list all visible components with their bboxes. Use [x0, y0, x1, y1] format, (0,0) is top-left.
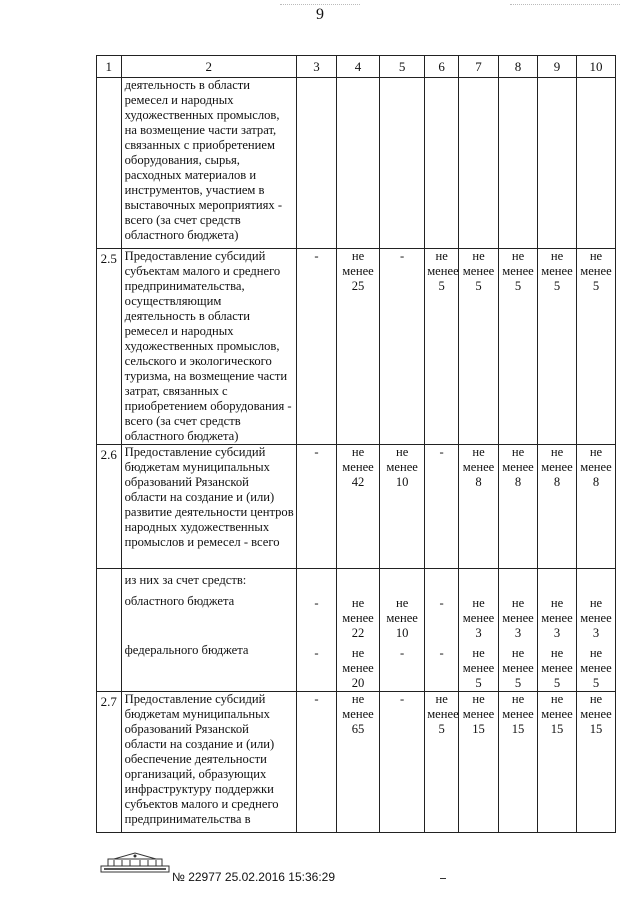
value-cell: не менее 65 — [337, 692, 380, 833]
value-cell: не менее 5 — [459, 249, 499, 445]
row-number: 2.5 — [97, 249, 122, 445]
federal-value: не менее 5 — [541, 646, 573, 690]
value-cell: не менее 15 — [499, 692, 538, 833]
breakdown-labels — [121, 569, 296, 692]
value-cell: - — [297, 249, 337, 445]
value-cell: не менее 5 — [425, 692, 459, 833]
regional-value: - — [439, 596, 444, 610]
header-cell: 8 — [499, 56, 538, 78]
row-description: деятельность в области ремесел и народных художественных промыслов, на возмещение части затрат, связанных с приобретением оборудования, сырья, расходных материалов и инструментов, участием в выставочных мероприятиях - всего (за счет средств областного бюджета) — [121, 78, 296, 249]
value-cell: не менее 5 — [538, 249, 577, 445]
indicator-table — [96, 55, 616, 833]
federal-value: не менее 5 — [580, 646, 612, 690]
row-description: Предоставление субсидий бюджетам муниципальных образований Рязанской области на создание и (или) развитие деятельности центров народных художественных промыслов и ремесел - всего — [121, 445, 296, 569]
federal-value: - — [400, 646, 405, 660]
value-cell: не менее 15 — [576, 692, 615, 833]
header-cell: 1 — [97, 56, 122, 78]
regional-value: - — [314, 596, 319, 610]
header-cell: 2 — [121, 56, 296, 78]
regional-value: не менее 10 — [386, 596, 418, 640]
table-row-2-6 — [97, 445, 616, 569]
page-number: 9 — [316, 6, 324, 23]
federal-value: - — [439, 646, 444, 660]
header-cell: 5 — [380, 56, 425, 78]
value-cell: - — [425, 445, 459, 569]
value-cell: - — [380, 692, 425, 833]
value-cell: - — [380, 249, 425, 445]
table-row-2-6-breakdown — [97, 569, 616, 692]
federal-value: не менее 5 — [502, 646, 534, 690]
regional-value: не менее 3 — [580, 596, 612, 640]
row-description: Предоставление субсидий бюджетам муниципальных образований Рязанской области на создание и (или) обеспечение деятельности организаций, образующих инфраструктуру поддержки субъектов малого и среднего предпринимательства в — [121, 692, 296, 833]
breakdown-regional-label: областного бюджета — [124, 594, 235, 608]
header-cell: 3 — [297, 56, 337, 78]
federal-value: - — [314, 646, 319, 660]
value-cell: не менее 5 — [576, 249, 615, 445]
value-cell: не менее 15 — [538, 692, 577, 833]
header-cell: 9 — [538, 56, 577, 78]
header-cell: 7 — [459, 56, 499, 78]
value-cell: не менее 10 — [380, 445, 425, 569]
table-row-2-7 — [97, 692, 616, 833]
value-cell: не менее 5 — [499, 249, 538, 445]
federal-value: не менее 20 — [342, 646, 374, 690]
document-registration-stamp: № 22977 25.02.2016 15:36:29 — [172, 870, 336, 884]
value-cell: - — [297, 445, 337, 569]
row-number-cell — [97, 78, 122, 249]
table-row-continuation — [97, 78, 616, 249]
value-cell: - — [297, 692, 337, 833]
value-cell: не менее 8 — [538, 445, 577, 569]
value-cell: не менее 8 — [459, 445, 499, 569]
value-cell: не менее 15 — [459, 692, 499, 833]
value-cell: не менее 42 — [337, 445, 380, 569]
regional-value: не менее 3 — [502, 596, 534, 640]
breakdown-intro: из них за счет средств: — [124, 573, 247, 587]
value-cell: не менее 5 — [425, 249, 459, 445]
breakdown-federal-label: федерального бюджета — [124, 643, 249, 657]
row-number-cell — [97, 569, 122, 692]
header-cell: 4 — [337, 56, 380, 78]
value-cell: не менее 8 — [576, 445, 615, 569]
federal-value: не менее 5 — [462, 646, 495, 690]
row-number: 2.7 — [97, 692, 122, 833]
table-row-2-5 — [97, 249, 616, 445]
regional-value: не менее 22 — [342, 596, 374, 640]
value-cell: не менее 25 — [337, 249, 380, 445]
header-row — [97, 56, 616, 78]
row-description: Предоставление субсидий субъектам малого и среднего предпринимательства, осуществляющим деятельность в области ремесел и народных художественных промыслов, сельского и экологического туризма, на возмещение части затрат, связанных с приобретением оборудования - всего (за счет средств областного бюджета) — [121, 249, 296, 445]
regional-value: не менее 3 — [462, 596, 495, 640]
regional-value: не менее 3 — [541, 596, 573, 640]
government-building-icon — [100, 851, 170, 873]
scan-artifact — [440, 878, 446, 879]
header-cell: 10 — [576, 56, 615, 78]
row-number: 2.6 — [97, 445, 122, 569]
header-cell: 6 — [425, 56, 459, 78]
value-cell: не менее 8 — [499, 445, 538, 569]
